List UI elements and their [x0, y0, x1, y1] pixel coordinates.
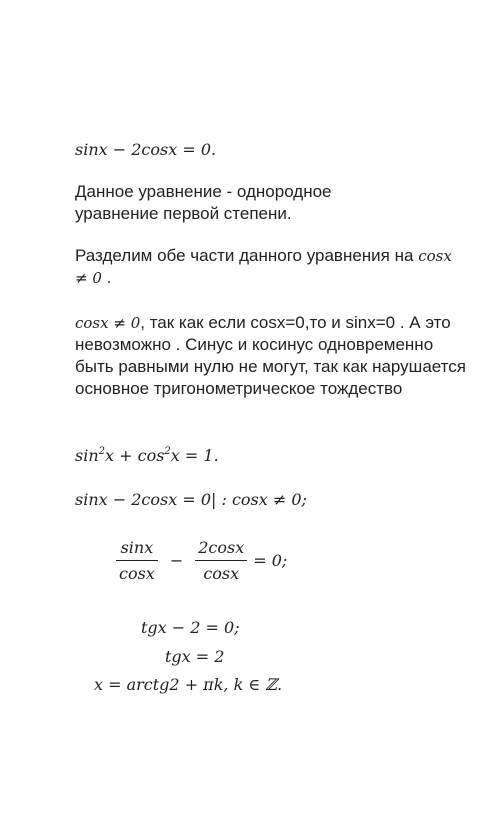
fraction-minus: −: [169, 551, 184, 570]
fraction-2-numerator: 2cosx: [198, 538, 245, 557]
equation-initial-text: sinx − 2cosx = 0.: [75, 140, 217, 159]
equation-tg-1-text: tgx − 2 = 0;: [141, 618, 240, 637]
paragraph-explanation-text: , так как если cosx=0,то и sinx=0 . А это невозможно . Синус и косинус одновременно быть равными нулю не могут, так как нарушается основное тригонометрическое тождество: [75, 313, 466, 398]
paragraph-explanation-math: cosx ≠ 0: [75, 314, 141, 332]
paragraph-explanation: [75, 312, 475, 400]
identity-middle: x + cos: [105, 446, 165, 465]
equation-tg-2-text: tgx = 2: [165, 647, 225, 666]
equation-initial: [75, 138, 475, 162]
equation-answer: [94, 673, 414, 697]
paragraph-divide-math: cosx ≠ 0: [75, 247, 452, 287]
equation-answer-text: x = arctg2 + πk, k ∈ ℤ.: [94, 675, 283, 694]
fraction-2-denominator: cosx: [203, 564, 240, 583]
equation-fraction: [110, 538, 287, 583]
paragraph-homogeneous: [75, 181, 395, 225]
paragraph-divide-end: .: [106, 268, 112, 287]
identity-exp-2: 2: [164, 446, 171, 457]
paragraph-divide: [75, 245, 455, 289]
equation-tg-2: [165, 645, 415, 669]
equation-divide: [75, 488, 475, 512]
fraction-2cos-over-cos: [195, 538, 247, 583]
identity-exp-1: 2: [98, 446, 106, 457]
identity-end: x = 1.: [170, 446, 219, 465]
equation-identity: [75, 444, 475, 468]
fraction-sin-over-cos: [116, 538, 158, 583]
paragraph-divide-text: Разделим обе части данного уравнения на: [75, 246, 414, 265]
identity-sin: sin: [75, 446, 99, 465]
equation-divide-text: sinx − 2cosx = 0| : cosx ≠ 0;: [75, 490, 307, 509]
equation-tg-1: [141, 616, 391, 640]
paragraph-homogeneous-text: Данное уравнение - однородное уравнение первой степени.: [75, 182, 332, 223]
fraction-tail: = 0;: [253, 551, 288, 570]
fraction-1-denominator: cosx: [119, 564, 155, 583]
fraction-1-numerator: sinx: [120, 538, 154, 557]
